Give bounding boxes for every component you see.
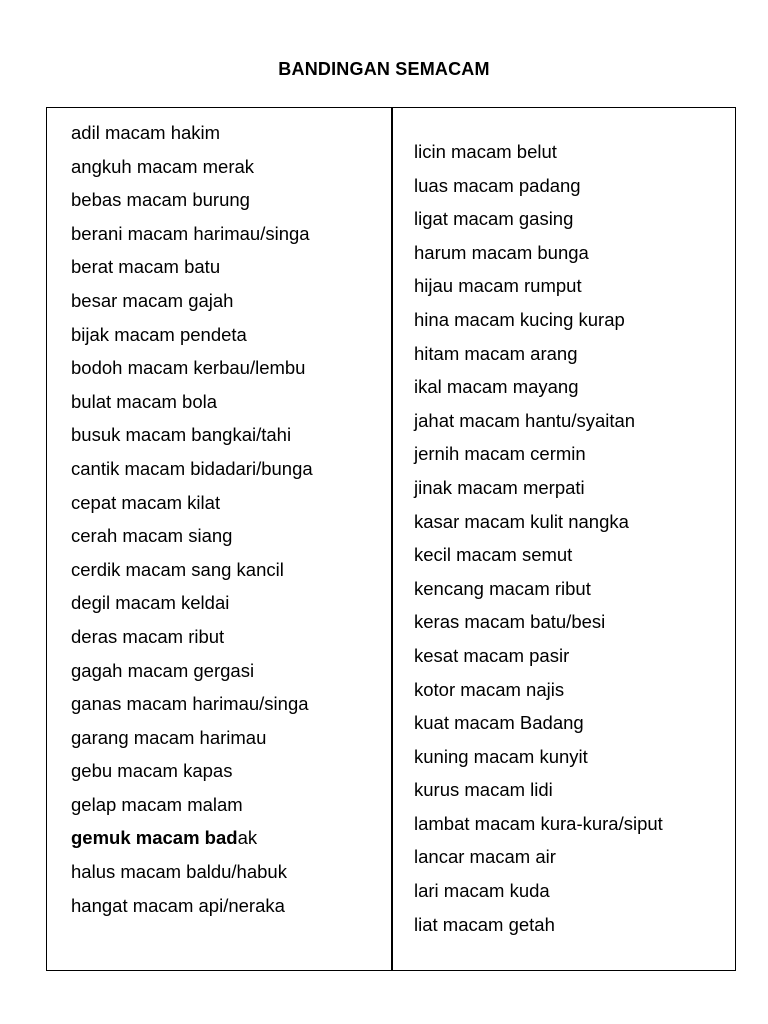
list-item: cantik macam bidadari/bunga [71, 457, 313, 479]
left-column [71, 120, 313, 926]
list-item: ikal macam mayang [414, 376, 579, 398]
list-item: kotor macam najis [414, 678, 565, 700]
list-item: adil macam hakim [71, 122, 221, 143]
list-item: hijau macam rumput [414, 275, 582, 297]
column-divider [391, 108, 393, 970]
list-item: gebu macam kapas [71, 760, 233, 782]
list-item: kesat macam pasir [414, 644, 570, 666]
list-item: ligat macam gasing [414, 208, 574, 230]
list-item: kasar macam kulit nangka [414, 510, 629, 532]
list-item: harum macam bunga [414, 241, 589, 263]
list-item: degil macam keldai [71, 592, 230, 614]
page-title: BANDINGAN SEMACAM [278, 59, 490, 79]
list-item: keras macam batu/besi [414, 611, 606, 633]
list-item: lancar macam air [414, 846, 556, 868]
list-item: ganas macam harimau/singa [71, 693, 309, 715]
list-item: gagah macam gergasi [71, 659, 255, 681]
list-item: jinak macam merpati [414, 476, 585, 498]
list-item: kuat macam Badang [414, 712, 584, 734]
list-item: luas macam padang [414, 174, 581, 196]
list-item: cepat macam kilat [71, 491, 221, 513]
list-item: berani macam harimau/singa [71, 222, 310, 244]
list-item: deras macam ribut [71, 625, 225, 647]
list-item: jahat macam hantu/syaitan [414, 409, 636, 431]
list-item: bodoh macam kerbau/lembu [71, 357, 306, 379]
regular-text: ak [237, 827, 258, 849]
list-item: busuk macam bangkai/tahi [71, 424, 292, 446]
list-item: cerah macam siang [71, 525, 233, 547]
list-item: licin macam belut [414, 141, 557, 162]
list-item: lari macam kuda [414, 880, 550, 902]
list-item: gelap macam malam [71, 793, 243, 815]
list-item: hangat macam api/neraka [71, 894, 285, 916]
list-item: lambat macam kura-kura/siput [414, 812, 663, 834]
list-item: besar macam gajah [71, 289, 234, 311]
list-item: angkuh macam merak [71, 155, 255, 177]
list-item [71, 825, 313, 859]
list-item: bulat macam bola [71, 390, 218, 412]
list-item: kuning macam kunyit [414, 745, 588, 767]
right-column [414, 139, 663, 945]
list-item: berat macam batu [71, 256, 221, 278]
list-item: jernih macam cermin [414, 443, 586, 465]
list-item: kecil macam semut [414, 544, 573, 566]
list-item: garang macam harimau [71, 726, 267, 748]
list-item: kencang macam ribut [414, 577, 591, 599]
list-item: halus macam baldu/habuk [71, 861, 287, 883]
list-item: bebas macam burung [71, 189, 250, 211]
list-item: hitam macam arang [414, 342, 578, 364]
list-item: cerdik macam sang kancil [71, 558, 284, 580]
comparison-table [46, 107, 736, 971]
list-item: kurus macam lidi [414, 779, 553, 801]
list-item: hina macam kucing kurap [414, 308, 625, 330]
bold-text: gemuk macam bad [71, 827, 238, 849]
list-item: liat macam getah [414, 913, 555, 935]
list-item: bijak macam pendeta [71, 323, 247, 345]
